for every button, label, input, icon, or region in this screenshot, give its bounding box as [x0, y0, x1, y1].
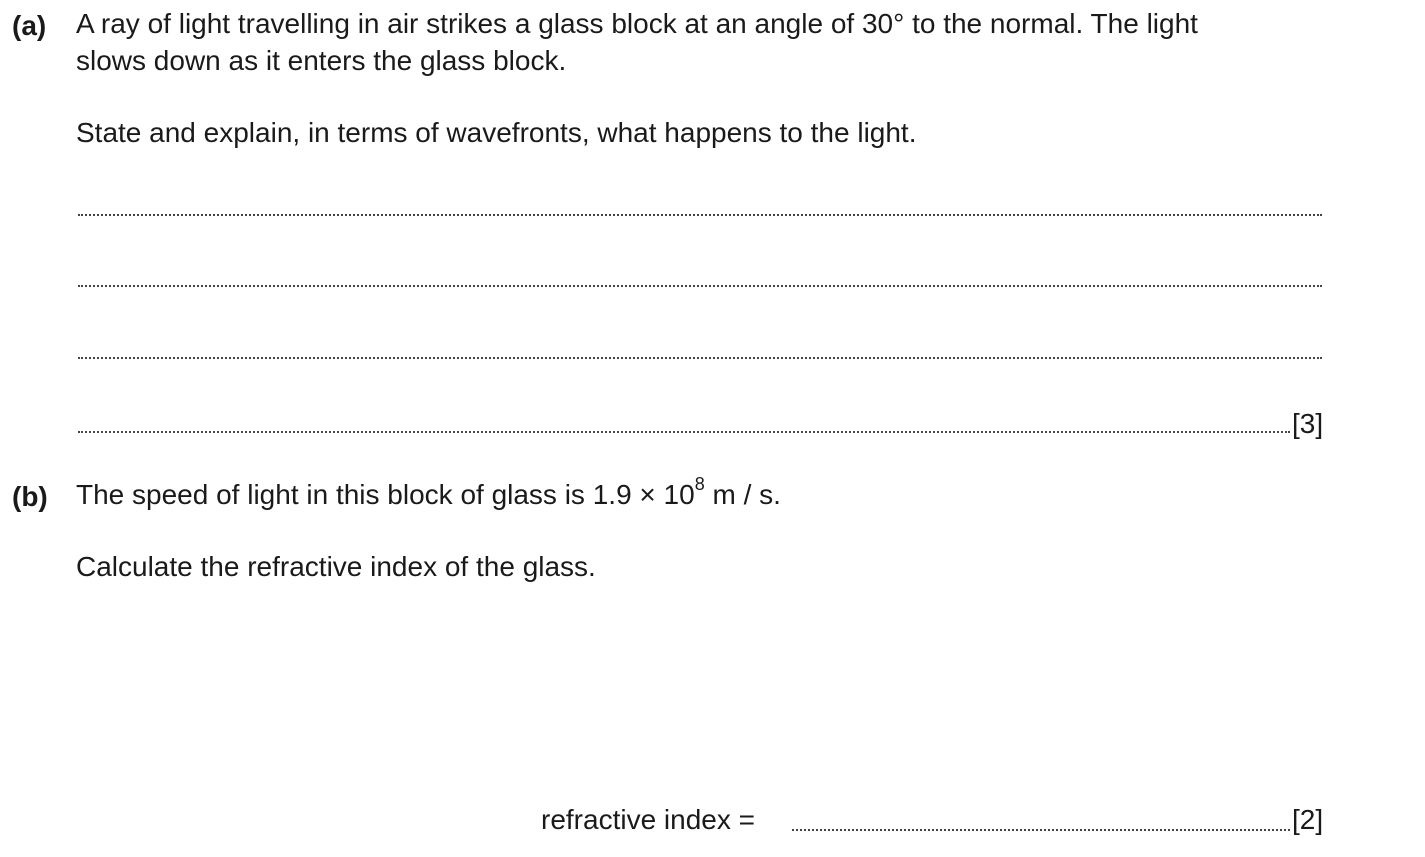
answer-line-2[interactable]	[78, 285, 1322, 287]
part-b-marks: [2]	[1292, 804, 1324, 835]
part-a-text-line2: slows down as it enters the glass block.	[76, 45, 567, 76]
part-a-text-line1: A ray of light travelling in air strikes a glass block at an angle of 30° to the normal. The light	[76, 8, 1198, 39]
part-b-text-suffix: m / s.	[704, 479, 781, 510]
refractive-index-answer-line[interactable]	[792, 829, 1290, 831]
part-b-label: (b)	[12, 481, 48, 512]
answer-label: refractive index =	[541, 804, 755, 835]
answer-line-1[interactable]	[78, 214, 1322, 216]
answer-line-4[interactable]	[78, 431, 1290, 433]
part-a-marks: [3]	[1292, 408, 1324, 439]
part-b-exponent: 8	[694, 474, 705, 494]
answer-line-3[interactable]	[78, 357, 1322, 359]
part-b-text-prefix: The speed of light in this block of glass is 1.9 × 10	[76, 479, 695, 510]
part-b-instruction: Calculate the refractive index of the glass.	[76, 551, 596, 582]
part-a-label: (a)	[12, 10, 47, 41]
part-b-text	[76, 474, 781, 510]
part-a-instruction: State and explain, in terms of wavefronts, what happens to the light.	[76, 117, 917, 148]
